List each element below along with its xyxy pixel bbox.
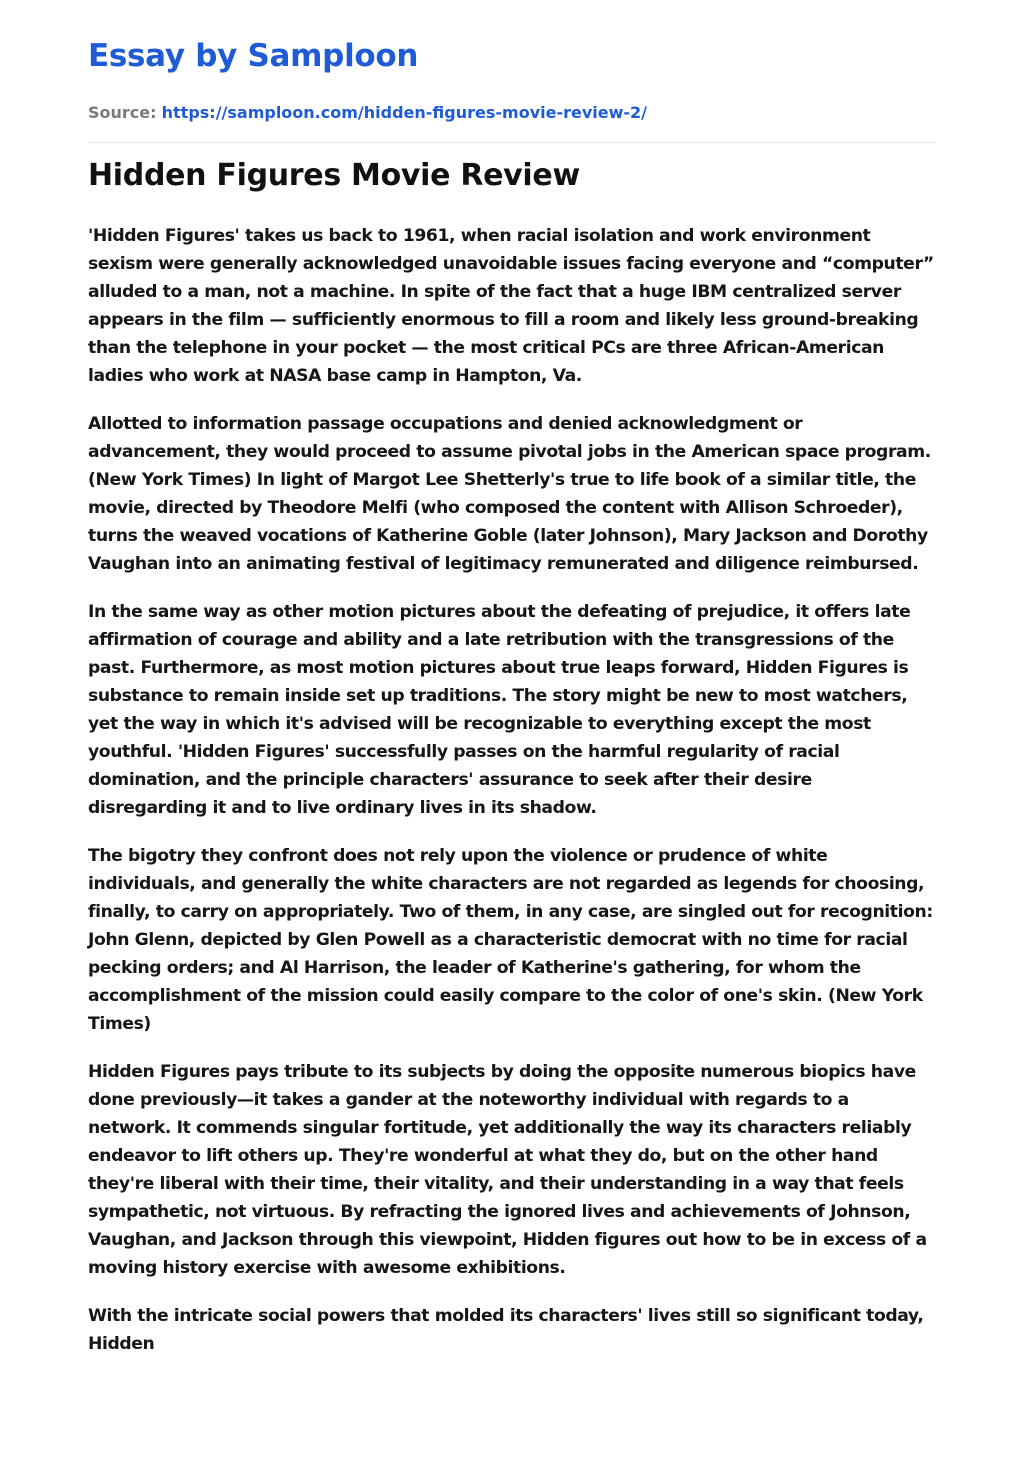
header-divider [88,142,936,143]
essay-paragraph: 'Hidden Figures' takes us back to 1961, when racial isolation and work environment sexism were generally acknowledged unavoidable issues facing everyone and “computer” alluded to a man, not a machine. In spite of the fact that a huge IBM centralized server appears in the film — sufficiently enormous to fill a room and likely less ground-breaking than the telephone in your pocket — the most critical PCs are three African-American ladies who work at NASA base camp in Hampton, Va. [88,226,934,386]
essay-paragraph: Hidden Figures pays tribute to its subjects by doing the opposite numerous biopics have done previously—it takes a gander at the noteworthy individual with regards to a network. It commends singular fortitude, yet additionally the way its characters reliably endeavor to lift others up. They're wonderful at what they do, but on the other hand they're liberal with their time, their vitality, and their understanding in a way that feels sympathetic, not virtuous. By refracting the ignored lives and achievements of Johnson, Vaughan, and Jackson through this viewpoint, Hidden figures out how to be in excess of a moving history exercise with awesome exhibitions. [88,1062,927,1278]
source-line [88,102,647,124]
essay-paragraph: Allotted to information passage occupations and denied acknowledgment or advancement, they would proceed to assume pivotal jobs in the American space program. (New York Times) In light of Margot Lee Shetterly's true to life book of a similar title, the movie, directed by Theodore Melfi (who composed the content with Allison Schroeder), turns the weaved vocations of Katherine Goble (later Johnson), Mary Jackson and Dorothy Vaughan into an animating festival of legitimacy remunerated and diligence reimbursed. [88,414,931,574]
source-label: Source: [88,103,157,122]
brand-title: Essay by Samploon [88,38,419,74]
essay-paragraph: In the same way as other motion pictures about the defeating of prejudice, it offers late affirmation of courage and ability and a late retribution with the transgressions of the past. Furthermore, as most motion pictures about true leaps forward, Hidden Figures is substance to remain inside set up traditions. The story might be new to most watchers, yet the way in which it's advised will be recognizable to everything except the most youthful. 'Hidden Figures' successfully passes on the harmful regularity of racial domination, and the principle characters' assurance to seek after their desire disregarding it and to live ordinary lives in its shadow. [88,602,911,818]
essay-body [88,222,936,1378]
essay-paragraph: The bigotry they confront does not rely upon the violence or prudence of white individuals, and generally the white characters are not regarded as legends for choosing, finally, to carry on appropriately. Two of them, in any case, are singled out for recognition: John Glenn, depicted by Glen Powell as a characteristic democrat with no time for racial pecking orders; and Al Harrison, the leader of Katherine's gathering, for whom the accomplishment of the mission could easily compare to the color of one's skin. (New York Times) [88,846,933,1034]
source-link[interactable]: https://samploon.com/hidden-figures-movie-review-2/ [161,103,647,122]
essay-title: Hidden Figures Movie Review [88,158,580,193]
essay-paragraph: With the intricate social powers that molded its characters' lives still so significant today, Hidden [88,1306,924,1354]
